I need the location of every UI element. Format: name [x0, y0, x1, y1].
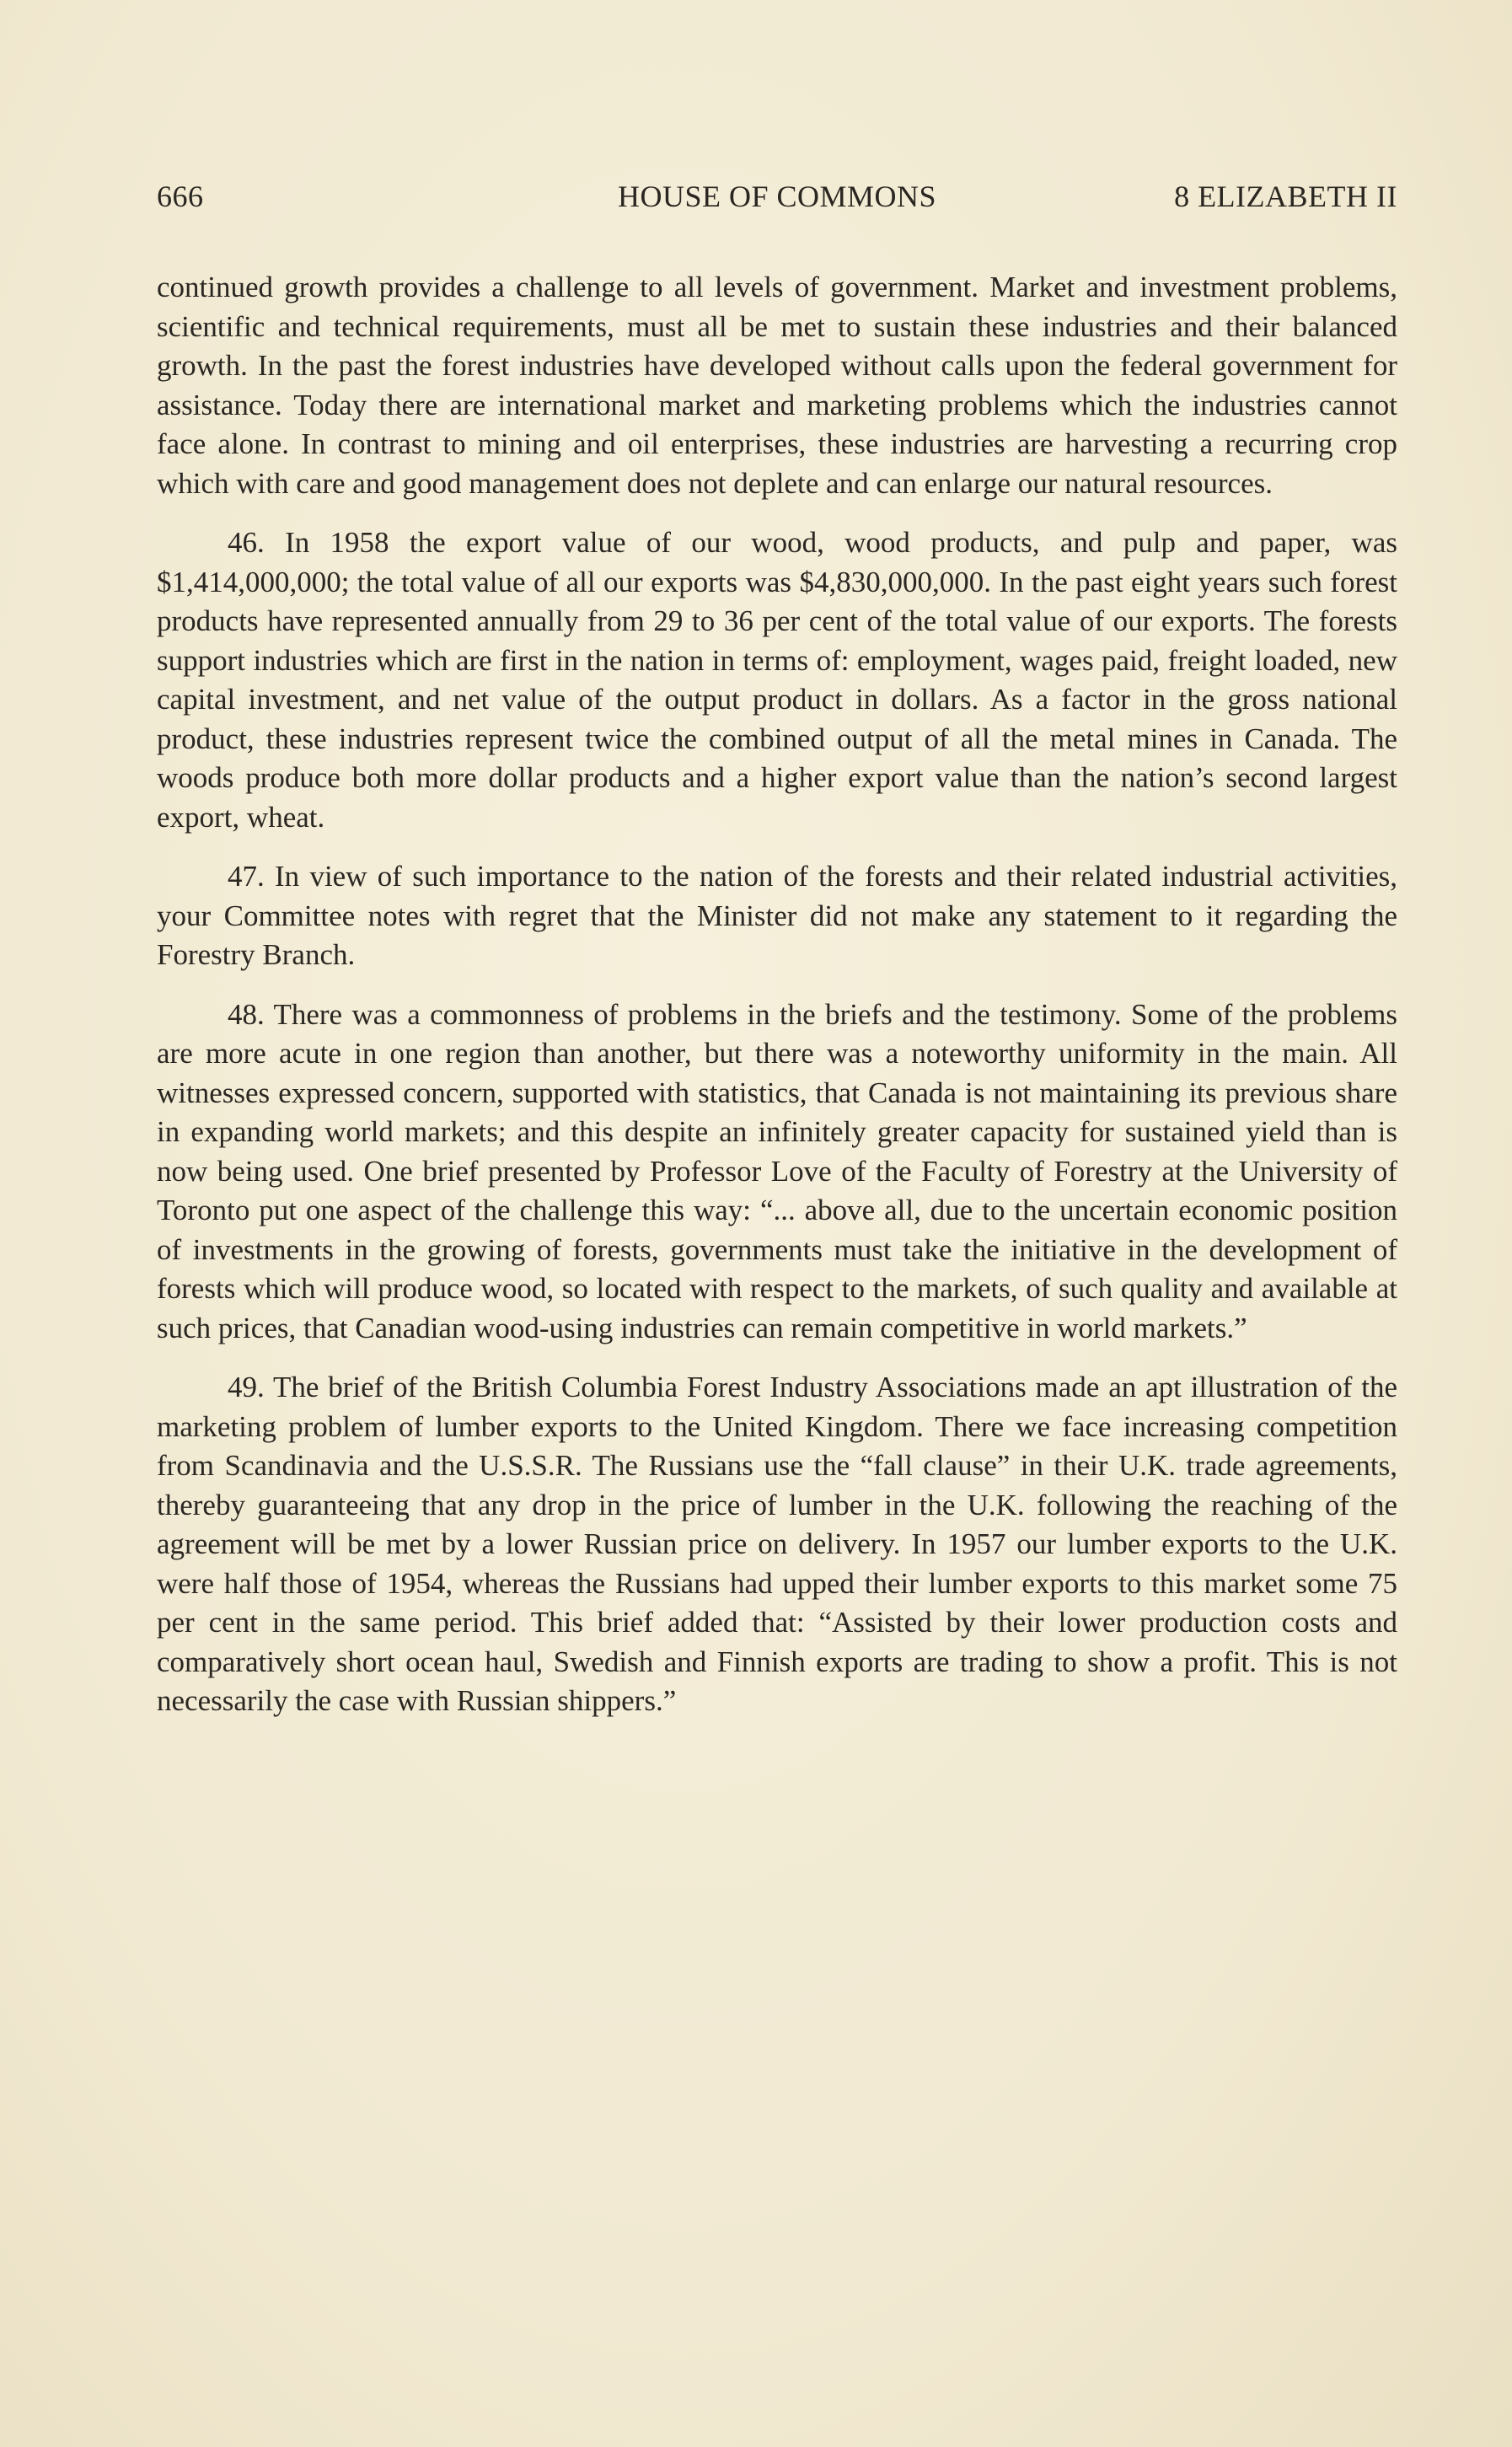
body-text [157, 268, 1397, 1741]
running-title: HOUSE OF COMMONS [617, 180, 937, 213]
paragraph-48: 48. There was a commonness of problems in the briefs and the testimony. Some of the problems are more acute in one region than another, but there was a noteworthy uniformity in the main. All witnesses expressed concern, supported with statistics, that Canada is not maintaining its previous share in expanding world markets; and this despite an infinitely greater capacity for sustained yield than is now being used. One brief presented by Professor Love of the Faculty of Forestry at the University of Toronto put one aspect of the challenge this way: “... above all, due to the uncertain economic position of investments in the growing of forests, governments must take the initiative in the development of forests which will produce wood, so located with respect to the markets, of such quality and available at such prices, that Canadian wood-using industries can remain competitive in world markets.” [157, 997, 1397, 1344]
paragraph-continued: continued growth provides a challenge to all levels of government. Market and investment problems, scientific and technical requirements, must all be met to sustain these industries and their balanced growth. In the past the forest industries have developed without calls upon the federal government for assistance. Today there are international market and marketing problems which the industries cannot face alone. In contrast to mining and oil enterprises, these industries are harvesting a recurring crop which with care and good management does not deplete and can enlarge our natural resources. [157, 271, 1397, 500]
paragraph-49: 49. The brief of the British Columbia Forest Industry Associations made an apt illustration of the marketing problem of lumber exports to the United Kingdom. There we face increasing competition from Scandinavia and the U.S.S.R. The Russians use the “fall clause” in their U.K. trade agreements, thereby guaranteeing that any drop in the price of lumber in the U.K. following the reaching of the agreement will be met by a lower Russian price on delivery. In 1957 our lumber exports to the U.K. were half those of 1954, whereas the Russians had upped their lumber exports to this market some 75 per cent in the same period. This brief added that: “Assisted by their lower production costs and comparatively short ocean haul, Swedish and Finnish exports are trading to show a profit. This is not necessarily the case with Russian shippers.” [157, 1371, 1397, 1717]
page-number: 666 [157, 180, 204, 213]
regnal-year: 8 ELIZABETH II [1174, 180, 1397, 213]
page-header [157, 179, 1397, 221]
paragraph-46: 46. In 1958 the export value of our wood, wood products, and pulp and paper, was $1,414,000,000; the total value of all our exports was $4,830,000,000. In the past eight years such forest products have represented annually from 29 to 36 per cent of the total value of our exports. The forests support industries which are first in the nation in terms of: employment, wages paid, freight loaded, new capital investment, and net value of the output product in dollars. As a factor in the gross national product, these industries represent twice the combined output of all the metal mines in Canada. The woods produce both more dollar products and a higher export value than the nation’s second largest export, wheat. [157, 526, 1397, 834]
paragraph-47: 47. In view of such importance to the nation of the forests and their related industrial activities, your Committee notes with regret that the Minister did not make any statement to it regarding the Forestry Branch. [157, 860, 1397, 971]
